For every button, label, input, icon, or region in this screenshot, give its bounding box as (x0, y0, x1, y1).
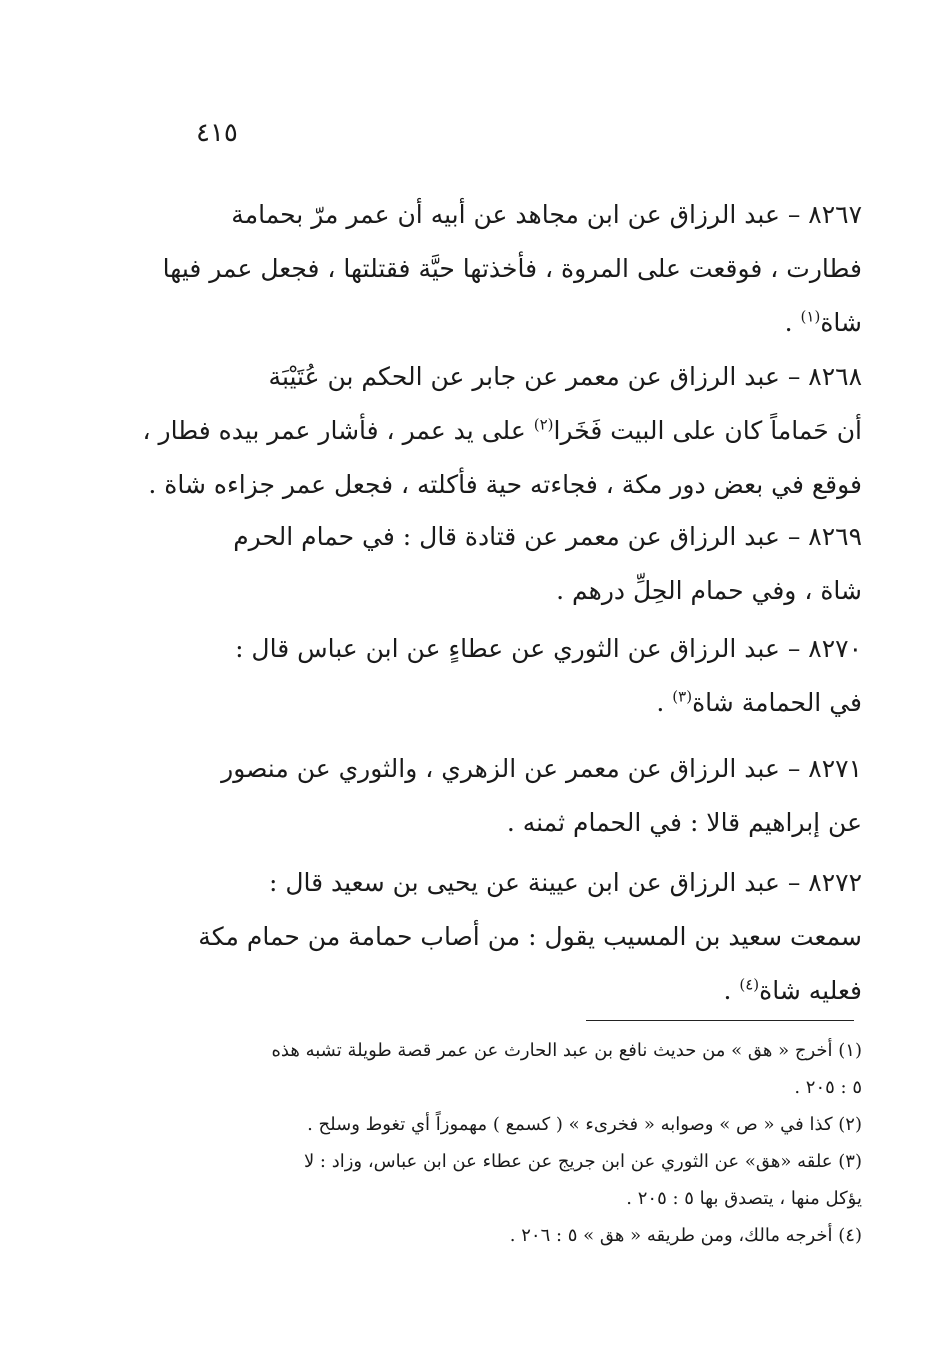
footnote-separator (586, 1020, 854, 1021)
hadith-line (188, 510, 862, 564)
hadith-line (188, 622, 862, 676)
hadith-text: . (723, 976, 740, 1005)
hadith-line: سمعت سعيد بن المسيب يقول : من أصاب حمامة من حمام مكة (198, 922, 862, 951)
hadith-line: فطارت ، فوقعت على المروة ، فأخذتها حيَّة فقتلتها ، فجعل عمر فيها (162, 254, 862, 283)
footnote-line: ٥ : ٢٠٥ . (794, 1077, 862, 1098)
hadith-text: – عبد الرزاق عن ابن مجاهد عن أبيه أن عمر مرّ بحمامة (231, 200, 801, 229)
hadith-text: أن حَماماً كان على البيت فَخَرا (553, 416, 862, 445)
hadith-8268 (142, 350, 862, 512)
hadith-8271 (188, 742, 862, 850)
hadith-line (188, 350, 862, 404)
hadith-text: . (656, 688, 673, 717)
footnote-line: يؤكل منها ، يتصدق بها ٥ : ٢٠٥ . (626, 1188, 862, 1209)
hadith-text: – عبد الرزاق عن معمر عن الزهري ، والثوري عن منصور (221, 754, 801, 783)
footnote-text: كذا في « ص » وصوابه « فخرىء » ( كسمع ) مهموزاً أي تغوط وسلح . (307, 1114, 833, 1135)
footnote-line (176, 1032, 862, 1069)
hadith-text: – عبد الرزاق عن معمر عن قتادة قال : في حمام الحرم (233, 522, 801, 551)
hadith-text: شاة (820, 308, 862, 337)
hadith-number: ٨٢٧١ (808, 754, 862, 783)
footnote-text: أخرجه مالك، ومن طريقه « هق » ٥ : ٢٠٦ . (509, 1225, 833, 1246)
footnote-reference: (٢) (533, 415, 554, 434)
footnote-4 (176, 1217, 862, 1254)
hadith-number: ٨٢٦٩ (808, 522, 862, 551)
footnote-1 (176, 1032, 862, 1106)
hadith-line: عن إبراهيم قالا : في الحمام ثمنه . (506, 808, 862, 837)
hadith-text: . (784, 308, 801, 337)
hadith-line (188, 856, 862, 910)
hadith-line: فوقع في بعض دور مكة ، فجاءته حية فأكلته ، فجعل عمر جزاءه شاة . (148, 470, 862, 499)
hadith-text: في الحمامة شاة (692, 688, 862, 717)
footnote-text: علقه «هق» عن الثوري عن ابن جريج عن عطاء عن ابن عباس، وزاد : لا (303, 1151, 833, 1172)
footnote-marker: (٤) (838, 1225, 862, 1246)
footnote-reference: (٤) (739, 975, 760, 994)
hadith-8267 (162, 188, 862, 350)
footnote-marker: (١) (838, 1040, 862, 1061)
footnote-3 (176, 1143, 862, 1217)
hadith-text: – عبد الرزاق عن معمر عن جابر عن الحكم بن عُتَيْبَة (268, 362, 801, 391)
hadith-8272 (188, 856, 862, 1018)
footnote-marker: (٣) (838, 1151, 862, 1172)
footnote-2 (176, 1106, 862, 1143)
hadith-line (188, 296, 862, 350)
hadith-text: فعليه شاة (759, 976, 862, 1005)
hadith-line (188, 964, 862, 1018)
footnote-line (176, 1217, 862, 1254)
hadith-number: ٨٢٧٢ (808, 868, 862, 897)
hadith-8270 (188, 622, 862, 730)
hadith-line (142, 404, 862, 458)
footnote-reference: (٣) (672, 687, 693, 706)
hadith-text: – عبد الرزاق عن الثوري عن عطاءٍ عن ابن عباس قال : (235, 634, 801, 663)
hadith-number: ٨٢٦٧ (808, 200, 862, 229)
hadith-8269 (188, 510, 862, 618)
footnote-marker: (٢) (838, 1114, 862, 1135)
hadith-text: على يد عمر ، فأشار عمر بيده فطار ، (142, 416, 526, 445)
footnote-reference: (١) (800, 307, 821, 326)
footnotes (176, 1032, 862, 1254)
hadith-line (188, 742, 862, 796)
hadith-number: ٨٢٧٠ (808, 634, 862, 663)
hadith-line (188, 676, 862, 730)
footnote-line (176, 1143, 862, 1180)
hadith-line (188, 188, 862, 242)
hadith-line: شاة ، وفي حمام الحِلِّ درهم . (556, 576, 862, 605)
hadith-text: – عبد الرزاق عن ابن عيينة عن يحيى بن سعيد قال : (268, 868, 801, 897)
footnote-line (176, 1106, 862, 1143)
hadith-number: ٨٢٦٨ (808, 362, 862, 391)
page-number: ٤١٥ (196, 118, 238, 148)
footnote-text: أخرج « هق » من حديث نافع بن عبد الحارث عن عمر قصة طويلة تشبه هذه (271, 1040, 833, 1061)
